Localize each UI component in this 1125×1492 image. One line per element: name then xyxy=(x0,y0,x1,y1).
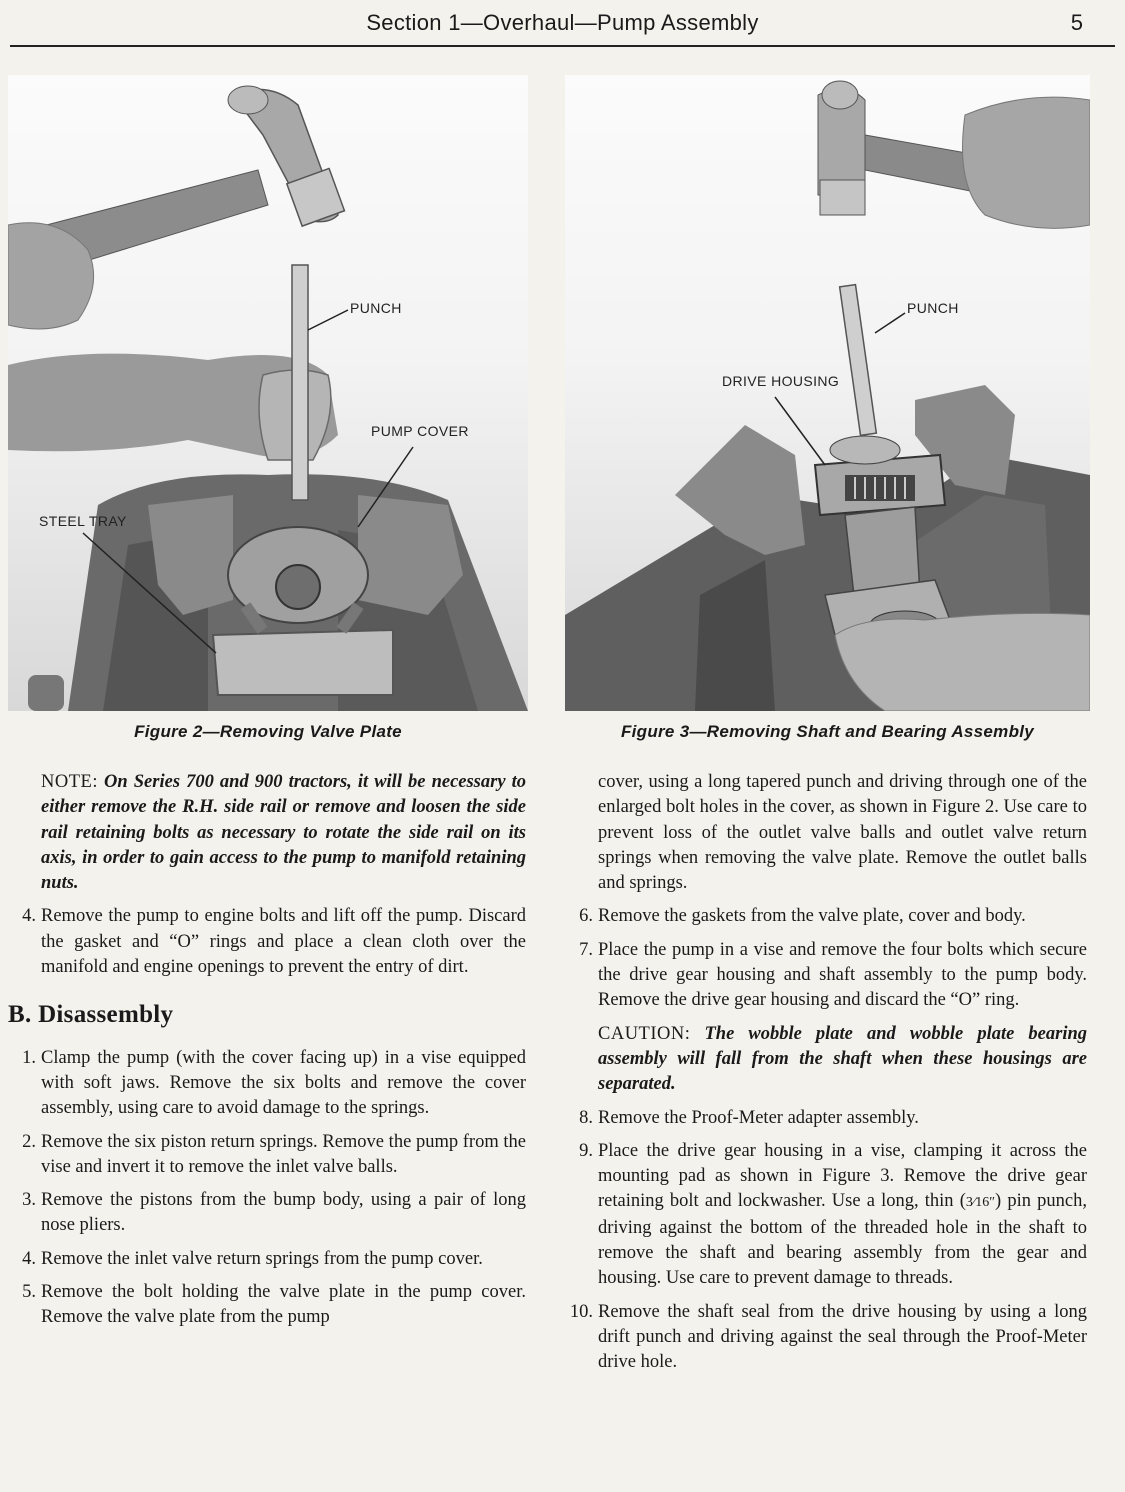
note-paragraph xyxy=(41,770,526,896)
item-text: Remove the six piston return springs. Remove the pump from the vise and invert it to remove the inlet valve balls. xyxy=(41,1131,526,1177)
note-text: On Series 700 and 900 tractors, it will be necessary to either remove the R.H. side rail or remove and loosen the side rail retaining bolts as necessary to rotate the side rail on its axis, in order to gain access to the pump to manifold retaining nuts. xyxy=(41,772,527,894)
caution-label: CAUTION: xyxy=(598,1023,691,1044)
figure-2-caption: Figure 2—Removing Valve Plate xyxy=(134,722,402,741)
figure-3-photo xyxy=(565,75,1090,711)
list-item xyxy=(565,1106,1087,1131)
callout-drive-housing: DRIVE HOUSING xyxy=(722,373,840,389)
list-item xyxy=(565,1300,1087,1376)
header-rule xyxy=(10,45,1115,47)
list-item xyxy=(565,938,1087,1014)
item-text: Clamp the pump (with the cover facing up) in a vise equipped with soft jaws. Remove the six bolts and remove the cover assembly, using care to avoid damage to the springs. xyxy=(41,1047,526,1119)
list-item xyxy=(8,1280,526,1331)
item-number: 4. xyxy=(22,906,36,927)
continuation-paragraph: cover, using a long tapered punch and driving through one of the enlarged bolt holes in the cover, as shown in Figure 2. Use care to prevent loss of the outlet valve balls and outlet valve return springs when removing the valve plate. Remove the outlet balls and springs. xyxy=(598,772,1087,894)
left-text-column xyxy=(8,770,526,1339)
item-text: Remove the pump to engine bolts and lift off the pump. Discard the gasket and “O” rings and place a clean cloth over the manifold and engine openings to prevent the entry of dirt. xyxy=(41,906,526,978)
page-number: 5 xyxy=(1070,10,1083,35)
list-item xyxy=(8,1188,526,1239)
item-text: Remove the shaft seal from the drive housing by using a long drift punch and driving against the seal through the Proof-Meter drive hole. xyxy=(598,1301,1087,1373)
item-number: 2. xyxy=(22,1131,36,1152)
list-item xyxy=(8,1046,526,1122)
item-number: 4. xyxy=(22,1248,36,1269)
page-header-title: Section 1—Overhaul—Pump Assembly xyxy=(366,10,759,35)
item-text-part-2: ) pin punch, driving against the bottom of the threaded hole in the shaft to remove the shaft and bearing assembly from the gear and housing. Use care to prevent damage to threads. xyxy=(598,1191,1087,1289)
figure-2-illustration xyxy=(8,75,528,711)
item-number: 5. xyxy=(22,1282,36,1303)
note-label: NOTE: xyxy=(41,772,98,792)
figure-3-illustration xyxy=(565,75,1090,711)
item-text: Place the pump in a vise and remove the four bolts which secure the drive gear housing and shaft assembly to the pump body. Remove the drive gear housing and discard the “O” ring. xyxy=(598,939,1087,1011)
figure-3-caption: Figure 3—Removing Shaft and Bearing Assembly xyxy=(620,722,1035,741)
item-text: Remove the Proof-Meter adapter assembly. xyxy=(598,1107,919,1128)
callout-steel-tray: STEEL TRAY xyxy=(39,513,127,529)
item-text: Remove the gaskets from the valve plate, cover and body. xyxy=(598,906,1026,927)
fraction: 3⁄16″ xyxy=(965,1195,996,1211)
item-text-part-1: Place the drive gear housing in a vise, clamping it across the mounting pad as shown in Figure 3. Remove the drive gear retaining bolt and lockwasher. Use a long, thin ( xyxy=(598,1140,1087,1212)
list-item xyxy=(565,1139,1087,1292)
item-number: 3. xyxy=(22,1190,36,1211)
list-item xyxy=(8,1247,526,1272)
callout-pump-cover: PUMP COVER xyxy=(371,423,469,439)
list-item xyxy=(8,904,526,980)
item-number: 7. xyxy=(579,939,593,960)
list-item xyxy=(565,904,1087,929)
item-number: 10. xyxy=(569,1301,593,1322)
list-item xyxy=(8,1130,526,1181)
item-number: 1. xyxy=(22,1047,36,1068)
right-text-column xyxy=(565,770,1087,1384)
item-text: Remove the pistons from the bump body, using a pair of long nose pliers. xyxy=(41,1190,526,1236)
item-number: 8. xyxy=(579,1107,593,1128)
figure-2-photo xyxy=(8,75,528,711)
item-number: 6. xyxy=(579,906,593,927)
callout-punch: PUNCH xyxy=(907,300,959,316)
callout-punch: PUNCH xyxy=(350,300,402,316)
section-heading: B. Disassembly xyxy=(8,1001,174,1029)
item-text: Remove the inlet valve return springs from the pump cover. xyxy=(41,1248,483,1269)
item-text: Remove the bolt holding the valve plate in the pump cover. Remove the valve plate from the pump xyxy=(41,1282,526,1328)
item-number: 9. xyxy=(579,1140,593,1161)
caution-paragraph xyxy=(565,1022,1087,1098)
caution-text: The wobble plate and wobble plate bearing assembly will fall from the shaft when these housings are separated. xyxy=(598,1023,1088,1095)
